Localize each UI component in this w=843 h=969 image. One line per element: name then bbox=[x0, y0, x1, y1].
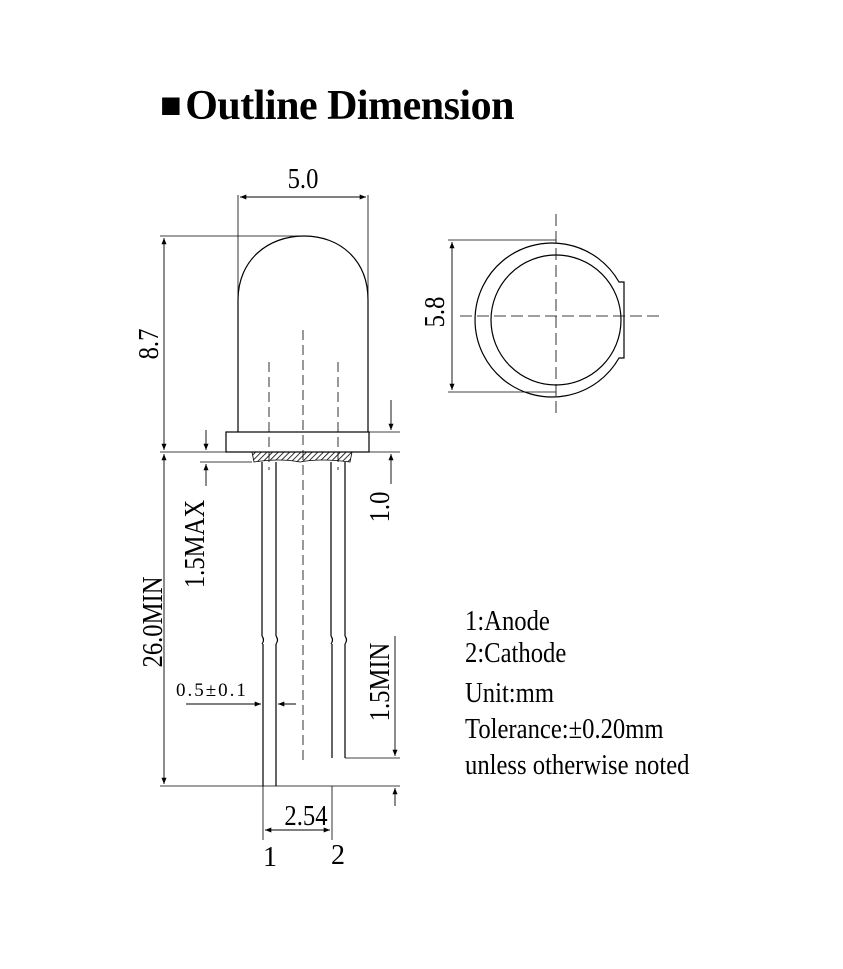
led-flange bbox=[226, 432, 369, 452]
pin-1-label: 1 bbox=[263, 842, 277, 873]
dim-5-0-label: 5.0 bbox=[287, 163, 319, 195]
note-unit: Unit:mm bbox=[465, 678, 554, 709]
dim-26-0min-label: 26.0MIN bbox=[137, 576, 169, 668]
dim-5-8-label: 5.8 bbox=[419, 296, 451, 328]
note-tolerance: Tolerance:±0.20mm bbox=[465, 714, 664, 745]
flange-outline bbox=[475, 243, 624, 397]
title-text: Outline Dimension bbox=[185, 83, 514, 129]
led-top-view bbox=[448, 214, 664, 418]
led-side-view bbox=[226, 236, 369, 786]
title-bullet: ■ bbox=[160, 85, 182, 125]
lead-seal-hatch bbox=[252, 452, 352, 462]
note-cathode: 2:Cathode bbox=[465, 638, 567, 669]
dim-lead-width-label: 0.5±0.1 bbox=[176, 680, 248, 701]
dim-1-5min-label: 1.5MIN bbox=[364, 642, 396, 722]
center-lines bbox=[269, 330, 338, 760]
dim-1-5max-label: 1.5MAX bbox=[179, 499, 211, 589]
dim-8-7-label: 8.7 bbox=[133, 328, 165, 360]
dim-2-54-label: 2.54 bbox=[284, 800, 328, 832]
lead-2 bbox=[331, 462, 347, 758]
pin-2-label: 2 bbox=[331, 840, 345, 871]
dim-1-0-label: 1.0 bbox=[364, 491, 396, 523]
notes-block bbox=[465, 604, 689, 784]
note-unless: unless otherwise noted bbox=[465, 750, 690, 781]
lead-1 bbox=[262, 462, 278, 786]
note-anode: 1:Anode bbox=[465, 606, 550, 637]
